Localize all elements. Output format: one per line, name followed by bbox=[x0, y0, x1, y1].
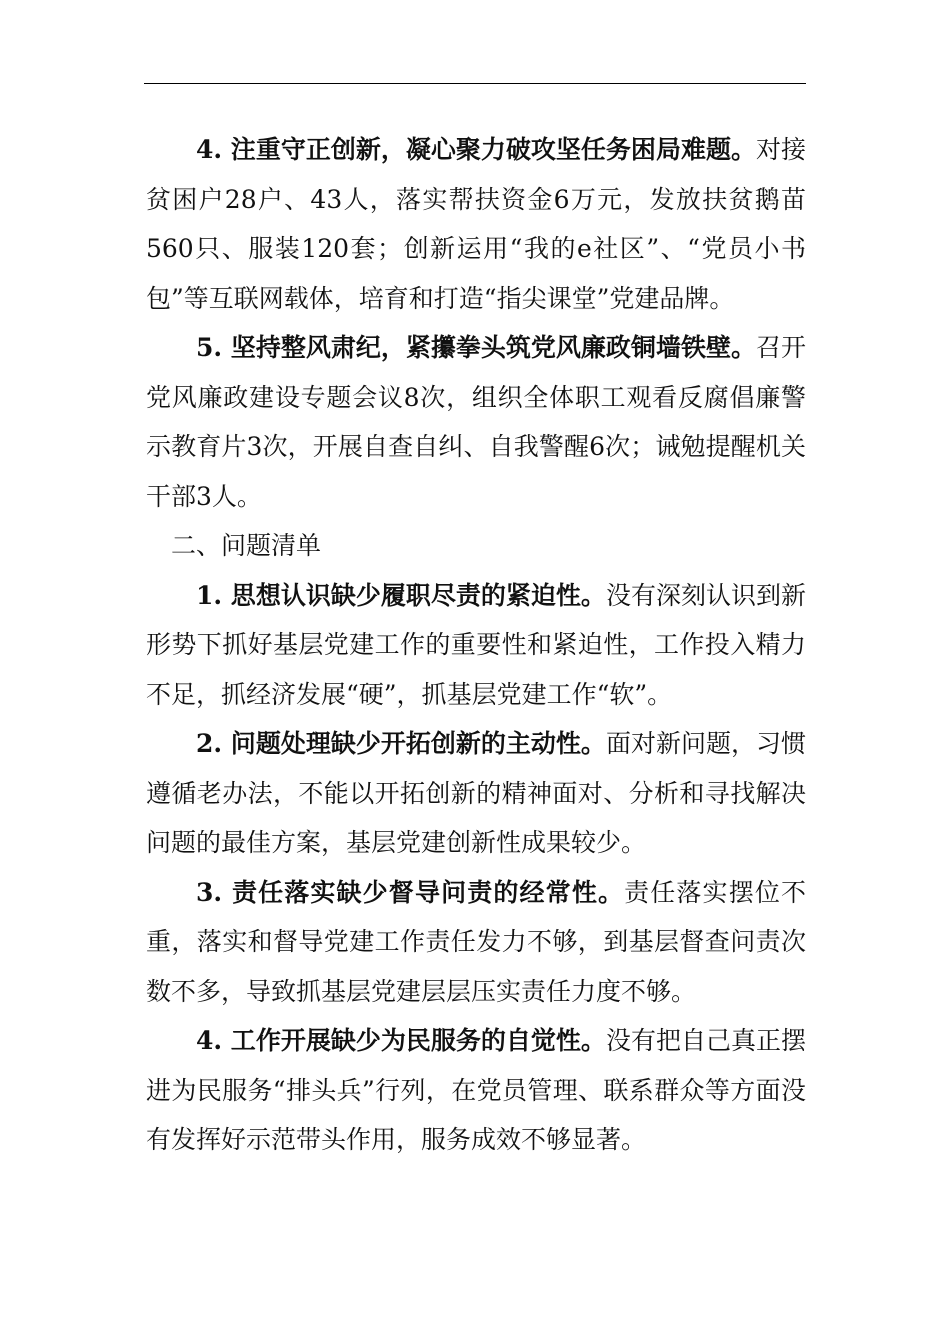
section-heading: 二、问题清单 bbox=[171, 531, 322, 560]
problem-lead: 1. 思想认识缺少履职尽责的紧迫性。 bbox=[196, 580, 606, 610]
problem-body: 面对新问题，习惯遵循老办法，不能以开拓创新的精神面对、分析和寻找解决问题的最佳方案，基层党建创新性成果较少。 bbox=[146, 729, 806, 857]
item-lead: 5. 坚持整风肃纪，紧攥拳头筑党风廉政铜墙铁壁。 bbox=[196, 333, 756, 362]
item-paragraph bbox=[146, 125, 806, 323]
header-rule bbox=[144, 83, 806, 84]
problem-paragraph bbox=[146, 1016, 806, 1165]
problem-lead: 3. 责任落实缺少督导问责的经常性。 bbox=[196, 877, 625, 907]
item-lead: 4. 注重守正创新，凝心聚力破攻坚任务困局难题。 bbox=[196, 135, 756, 164]
item-paragraph bbox=[146, 323, 806, 521]
problem-paragraph bbox=[146, 719, 806, 868]
problem-paragraph bbox=[146, 571, 806, 720]
item-body: 对接贫困户28户、43人，落实帮扶资金6万元，发放扶贫鹅苗560只、服装120套；创新运用“我的e社区”、“党员小书包”等互联网载体，培育和打造“指尖课堂”党建品牌。 bbox=[146, 135, 806, 313]
problem-body: 没有深刻认识到新形势下抓好基层党建工作的重要性和紧迫性，工作投入精力不足，抓经济发展“硬”，抓基层党建工作“软”。 bbox=[146, 580, 806, 709]
problem-body: 责任落实摆位不重，落实和督导党建工作责任发力不够，到基层督查问责次数不多，导致抓基层党建层层压实责任力度不够。 bbox=[146, 877, 806, 1006]
problem-lead: 2. 问题处理缺少开拓创新的主动性。 bbox=[196, 729, 606, 758]
problem-lead: 4. 工作开展缺少为民服务的自觉性。 bbox=[196, 1026, 606, 1055]
problem-paragraph bbox=[146, 868, 806, 1017]
problem-body: 没有把自己真正摆进为民服务“排头兵”行列，在党员管理、联系群众等方面没有发挥好示范带头作用，服务成效不够显著。 bbox=[146, 1026, 806, 1154]
item-body: 召开党风廉政建设专题会议8次，组织全体职工观看反腐倡廉警示教育片3次，开展自查自纠、自我警醒6次；诫勉提醒机关干部3人。 bbox=[146, 333, 806, 511]
document-body bbox=[146, 125, 806, 1165]
